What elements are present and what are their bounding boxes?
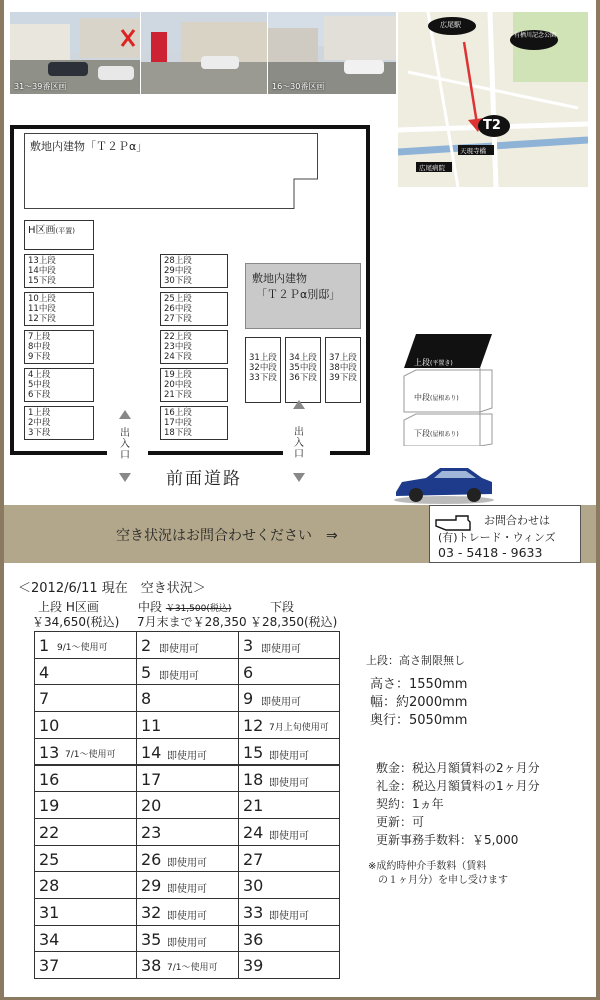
table-cell xyxy=(136,658,239,686)
stack-box-16-18 xyxy=(160,406,228,440)
availability-status: 即使用可 xyxy=(167,937,207,949)
space-number: 36 xyxy=(243,929,264,949)
table-cell xyxy=(34,658,137,686)
space-number: 23 xyxy=(141,822,162,842)
space-number: 15 xyxy=(243,742,264,762)
stack-label: 1上段 xyxy=(28,408,51,418)
map-park-label: 有栖川記念公園 xyxy=(514,32,557,39)
stack-box-31-33 xyxy=(245,337,281,403)
availability-status: 即使用可 xyxy=(167,857,207,869)
table-cell xyxy=(136,898,239,926)
space-number: 21 xyxy=(243,796,264,816)
table-cell xyxy=(34,791,137,819)
table-cell xyxy=(136,631,239,659)
space-number: 32 xyxy=(141,903,162,922)
stack-label: 21下段 xyxy=(164,390,192,400)
stack-label: 7上段 xyxy=(28,332,51,342)
entrance-left-label: 出入口 xyxy=(120,428,130,461)
table-cell xyxy=(34,738,137,766)
availability-status: 即使用可 xyxy=(167,884,207,896)
space-number: 10 xyxy=(39,716,60,736)
space-number: 27 xyxy=(243,849,264,869)
table-cell xyxy=(238,871,340,899)
main-building-label: 敷地内建物「Ｔ２Ｐα」 xyxy=(30,140,148,153)
table-cell xyxy=(136,738,239,766)
col2-price: 7月末まで￥28,350 xyxy=(137,615,247,629)
table-cell xyxy=(34,871,137,899)
table-cell xyxy=(136,818,239,846)
space-number: 30 xyxy=(243,876,264,896)
stack-label: 32中段 xyxy=(249,363,277,373)
col2-title: 中段 xyxy=(138,600,163,614)
stack-label: 20中段 xyxy=(164,380,192,390)
space-number: 22 xyxy=(39,822,60,842)
space-number: 6 xyxy=(243,662,254,682)
stack-label: 34上段 xyxy=(289,353,317,363)
stack-label: 9下段 xyxy=(28,352,51,362)
spec-depth: 奥行：5050mm xyxy=(370,713,468,728)
annex-label-line1: 敷地内建物 xyxy=(252,272,307,285)
table-cell xyxy=(238,951,340,979)
spec-height: 高さ：1550mm xyxy=(370,677,468,692)
spec-renewal-fee: 更新事務手数料：￥5,000 xyxy=(376,833,519,847)
space-number: 7 xyxy=(39,689,50,709)
entrance-right-label: 出入口 xyxy=(294,427,304,460)
availability-status: 7/1～使用可 xyxy=(65,749,116,760)
stack-label: 23中段 xyxy=(164,342,192,352)
map-station-label: 広尾駅 xyxy=(440,21,461,29)
space-number: 11 xyxy=(141,716,162,736)
lot-boundary-left xyxy=(10,125,14,455)
spec-renewal: 更新：可 xyxy=(376,815,425,829)
table-cell xyxy=(238,765,340,793)
spec-top-note: 上段：高さ制限無し xyxy=(366,654,465,667)
stack-label: 11中段 xyxy=(28,304,56,314)
stack-label: 26中段 xyxy=(164,304,192,314)
space-number: 24 xyxy=(243,822,264,842)
stack-label: 24下段 xyxy=(164,352,192,362)
table-cell xyxy=(238,738,340,766)
contact-company: (有)トレード・ウィンズ xyxy=(438,531,556,544)
stack-label: 22上段 xyxy=(164,332,192,342)
table-cell xyxy=(238,898,340,926)
stack-label: 12下段 xyxy=(28,314,56,324)
stack-box-7-9 xyxy=(24,330,94,364)
space-number: 12 xyxy=(243,716,264,736)
table-cell xyxy=(34,898,137,926)
annex-label-line2: 「Ｔ２Ｐα別邸」 xyxy=(256,288,341,301)
space-number: 16 xyxy=(39,769,60,789)
location-map xyxy=(398,12,588,187)
table-cell xyxy=(136,711,239,739)
level-top-sub: (平置き) xyxy=(430,360,453,367)
photo-caption: 31～39番区画 xyxy=(14,82,67,91)
stack-label: 8中段 xyxy=(28,342,51,352)
space-number: 26 xyxy=(141,849,162,869)
level-mid-sub: (屋根あり) xyxy=(430,395,459,402)
level-low-label xyxy=(414,428,459,439)
stack-label: 14中段 xyxy=(28,266,56,276)
table-cell xyxy=(34,765,137,793)
stack-label: 10上段 xyxy=(28,294,56,304)
lot-boundary-bottom-right xyxy=(330,451,370,455)
space-number: 33 xyxy=(243,903,264,922)
contact-phone: 03 - 5418 - 9633 xyxy=(438,545,543,560)
stack-box-37-39 xyxy=(325,337,361,403)
table-cell xyxy=(238,658,340,686)
space-number: 1 xyxy=(39,636,50,655)
col1-title: 上段 H区画 xyxy=(38,600,99,614)
table-cell xyxy=(34,631,137,659)
spec-deposit: 敷金：税込月額賃料の2ヶ月分 xyxy=(376,761,540,775)
space-number: 28 xyxy=(39,876,60,896)
table-cell xyxy=(34,684,137,712)
col3-title: 下段 xyxy=(270,600,295,614)
table-cell xyxy=(34,925,137,953)
table-cell xyxy=(136,871,239,899)
col2-old-price: ￥31,500(税込) xyxy=(165,604,232,614)
table-cell xyxy=(238,711,340,739)
space-number: 13 xyxy=(39,742,60,762)
space-number: 3 xyxy=(243,636,254,655)
table-cell xyxy=(238,845,340,873)
level-top-name: 上段 xyxy=(414,358,430,367)
stack-label: 39下段 xyxy=(329,373,357,383)
stack-label: 31上段 xyxy=(249,353,277,363)
level-low-name: 下段 xyxy=(414,429,430,438)
table-cell xyxy=(136,845,239,873)
space-number: 38 xyxy=(141,956,162,976)
table-cell xyxy=(238,791,340,819)
spec-contract: 契約：1ヵ年 xyxy=(376,797,444,811)
table-cell xyxy=(238,818,340,846)
space-number: 5 xyxy=(141,662,152,682)
col3-price: ￥28,350(税込) xyxy=(250,615,338,629)
stack-box-28-30 xyxy=(160,254,228,288)
space-number: 9 xyxy=(243,689,254,709)
lot-boundary-bottom-mid xyxy=(148,451,283,455)
table-cell xyxy=(136,791,239,819)
availability-status: 即使用可 xyxy=(269,911,309,922)
status-heading: ＜2012/6/11 現在 空き状況＞ xyxy=(18,581,206,596)
availability-status: 即使用可 xyxy=(269,777,309,789)
table-cell xyxy=(136,925,239,953)
stack-box-10-12 xyxy=(24,292,94,326)
stack-label: 29中段 xyxy=(164,266,192,276)
stack-box-25-27 xyxy=(160,292,228,326)
space-number: 39 xyxy=(243,956,264,976)
front-road-label: 前面道路 xyxy=(166,469,242,489)
table-cell xyxy=(34,951,137,979)
h-zone-sub-label: (平置) xyxy=(55,227,75,235)
space-number: 17 xyxy=(141,769,162,789)
spec-key-money: 礼金：税込月額賃料の1ヶ月分 xyxy=(376,779,540,793)
stack-label: 35中段 xyxy=(289,363,317,373)
space-number: 35 xyxy=(141,929,162,949)
spec-width: 幅：約2000mm xyxy=(370,695,468,710)
stack-box-4-6 xyxy=(24,368,94,402)
stack-label: 17中段 xyxy=(164,418,192,428)
availability-status: 即使用可 xyxy=(159,644,199,655)
stack-label: 33下段 xyxy=(249,373,277,383)
stack-box-34-36 xyxy=(285,337,321,403)
space-number: 25 xyxy=(39,849,60,869)
lot-boundary-top xyxy=(10,125,370,129)
table-cell xyxy=(136,765,239,793)
lot-boundary-right xyxy=(366,125,370,455)
stack-label: 15下段 xyxy=(28,276,56,286)
contact-box xyxy=(429,505,581,563)
availability-status: 9/1～使用可 xyxy=(57,643,108,653)
photo-caption: 16～30番区画 xyxy=(272,82,325,91)
availability-status: 即使用可 xyxy=(269,750,309,762)
availability-status: 即使用可 xyxy=(261,644,301,655)
photo-lot-16-30 xyxy=(268,12,396,94)
photo-lot-middle xyxy=(141,12,267,94)
stack-label: 3下段 xyxy=(28,428,51,438)
level-mid-label xyxy=(414,392,459,403)
space-number: 29 xyxy=(141,876,162,896)
stack-label: 25上段 xyxy=(164,294,192,304)
level-low-sub: (屋根あり) xyxy=(430,431,459,438)
spec-note-line2: の１ヶ月分）を申し受けます xyxy=(368,875,508,886)
stack-box-22-24 xyxy=(160,330,228,364)
table-cell xyxy=(136,951,239,979)
stack-label: 5中段 xyxy=(28,380,51,390)
stack-label: 19上段 xyxy=(164,370,192,380)
stack-label: 4上段 xyxy=(28,370,51,380)
car-image xyxy=(392,462,496,504)
availability-status: 即使用可 xyxy=(269,830,309,842)
contact-title: お問合わせは xyxy=(484,514,550,527)
stack-box-19-21 xyxy=(160,368,228,402)
table-cell xyxy=(238,684,340,712)
space-number: 34 xyxy=(39,929,60,949)
space-number: 2 xyxy=(141,636,152,655)
stack-label: 2中段 xyxy=(28,418,51,428)
table-cell xyxy=(34,845,137,873)
space-number: 20 xyxy=(141,796,162,816)
stack-label: 37上段 xyxy=(329,353,357,363)
lot-boundary-bottom-left xyxy=(10,451,107,455)
stack-label: 16上段 xyxy=(164,408,192,418)
stack-label: 36下段 xyxy=(289,373,317,383)
stack-box-1-3 xyxy=(24,406,94,440)
availability-status: 7/1～使用可 xyxy=(167,963,218,974)
spec-note-line1: ※成約時仲介手数料（賃料 xyxy=(368,861,487,872)
space-number: 18 xyxy=(243,769,264,789)
space-number: 8 xyxy=(141,689,152,709)
stack-label: 27下段 xyxy=(164,314,192,324)
space-number: 14 xyxy=(141,742,162,762)
table-cell xyxy=(238,925,340,953)
map-graphic xyxy=(398,12,588,187)
col1-price: ￥34,650(税込) xyxy=(32,615,120,629)
stack-label: 30下段 xyxy=(164,276,192,286)
page-frame-right xyxy=(596,0,600,1000)
space-number: 31 xyxy=(39,903,60,922)
stack-label: 6下段 xyxy=(28,390,51,400)
availability-status: 即使用可 xyxy=(167,750,207,762)
availability-status: 7月上旬使用可 xyxy=(269,723,329,734)
level-top-label xyxy=(414,357,453,368)
availability-status: 即使用可 xyxy=(159,670,199,682)
level-mid-name: 中段 xyxy=(414,393,430,402)
stack-label: 18下段 xyxy=(164,428,192,438)
space-number: 19 xyxy=(39,796,60,816)
table-cell xyxy=(238,631,340,659)
stack-label: 13上段 xyxy=(28,256,56,266)
stack-label: 28上段 xyxy=(164,256,192,266)
availability-status: 即使用可 xyxy=(261,697,301,709)
stack-box-13-15 xyxy=(24,254,94,288)
page-frame-left xyxy=(0,0,4,1000)
space-number: 37 xyxy=(39,956,60,976)
stack-label: 38中段 xyxy=(329,363,357,373)
map-t2-marker: T2 xyxy=(483,118,501,133)
table-cell xyxy=(34,818,137,846)
photo-lot-31-39 xyxy=(10,12,140,94)
map-hospital-label: 広尾病院 xyxy=(419,164,445,172)
banner-text: 空き状況はお問合わせください ⇒ xyxy=(116,528,338,544)
table-cell xyxy=(136,684,239,712)
h-zone-label: H区画 xyxy=(28,225,56,236)
map-intersection-label: 天現寺橋 xyxy=(460,147,486,155)
parking-photo-image xyxy=(141,12,267,94)
h-zone-box xyxy=(24,220,94,250)
availability-status: 即使用可 xyxy=(167,911,207,922)
space-number: 4 xyxy=(39,662,50,682)
table-cell xyxy=(34,711,137,739)
annex-building xyxy=(245,263,361,329)
